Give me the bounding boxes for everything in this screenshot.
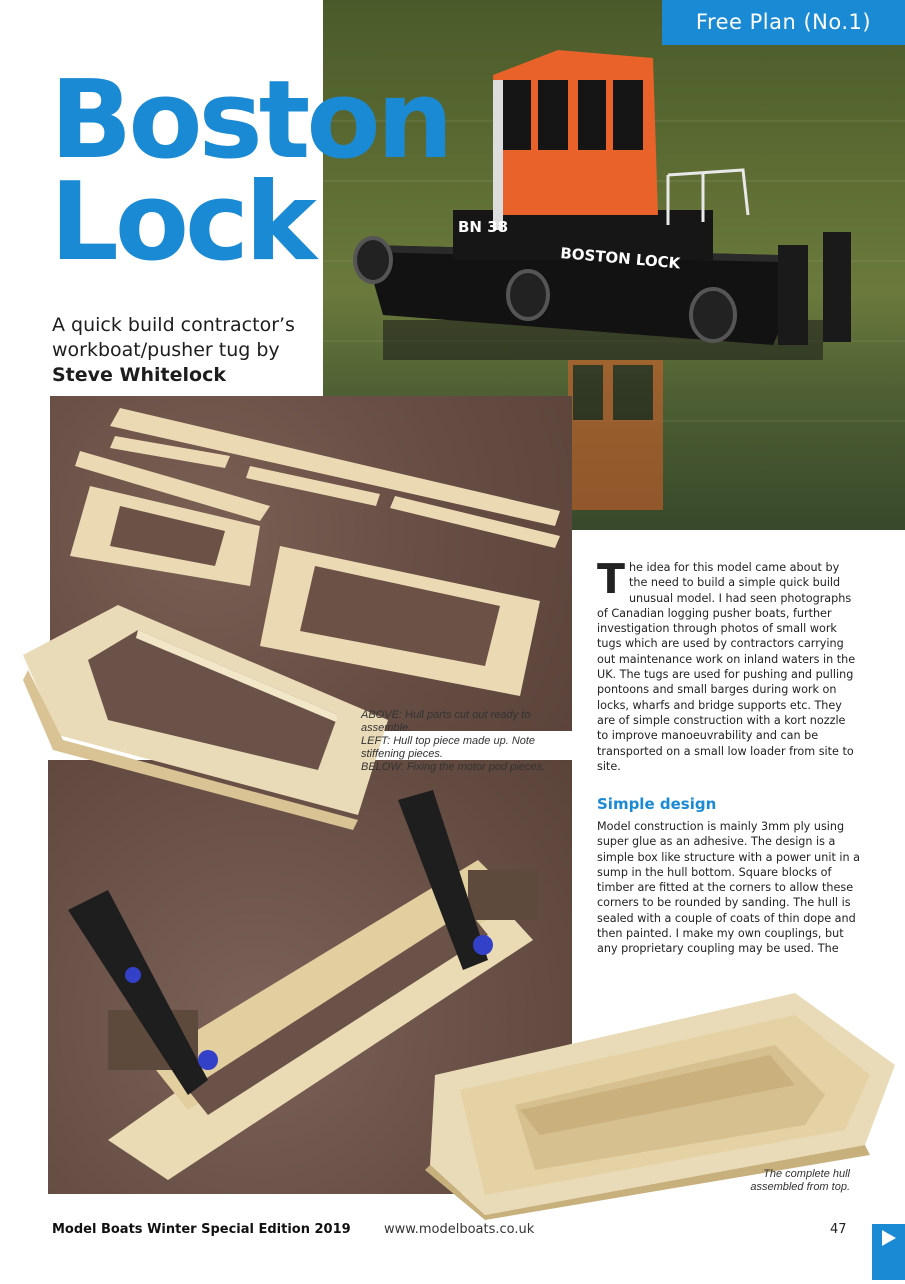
hull-top-illustration <box>18 600 418 860</box>
article-title <box>50 58 450 285</box>
page-number: 47 <box>830 1222 847 1237</box>
drop-cap: T <box>597 555 625 603</box>
caption-above: ABOVE: Hull parts cut out ready to assemble. <box>361 709 531 734</box>
hull-number-text: BN 38 <box>458 218 509 236</box>
caption-below: BELOW: Fixing the motor pod pieces. <box>361 761 546 773</box>
caption-left: LEFT: Hull top piece made up. Note stiffening pieces. <box>361 735 536 760</box>
title-line-1: Boston <box>50 58 450 183</box>
footer-url[interactable]: www.modelboats.co.uk <box>384 1222 535 1237</box>
footer-magazine: Model Boats Winter Special Edition 2019 <box>52 1222 351 1237</box>
photo-hull-top-piece <box>18 600 418 860</box>
free-plan-badge: Free Plan (No.1) <box>662 0 905 45</box>
photo-captions <box>361 709 576 774</box>
caption-hull-line2: assembled from top. <box>750 1181 850 1193</box>
title-line-2: Lock <box>50 160 313 285</box>
section-heading: Simple design <box>597 795 717 813</box>
caption-hull-line1: The complete hull <box>763 1168 850 1180</box>
author-name: Steve Whitelock <box>52 364 226 386</box>
subtitle-text: A quick build contractor’s workboat/pusher tug by <box>52 314 295 361</box>
caption-complete-hull <box>740 1168 850 1194</box>
article-intro <box>597 555 859 774</box>
hull-name-text: BOSTON LOCK <box>559 244 681 273</box>
section-paragraph: Model construction is mainly 3mm ply using super glue as an adhesive. The design is a simple box like structure with a power unit in a sump in the hull bottom. Square blocks of timber are fitted at the corners to allow these corners to be rounded by sanding. The hull is sealed with a couple of coats of thin dope and then painted. I make my own couplings, but any proprietary coupling may be used. The <box>597 820 861 956</box>
play-arrow-icon <box>872 1224 905 1280</box>
intro-paragraph: he idea for this model came about by the need to build a simple quick build unusual model. I had seen photographs of Canadian logging pusher boats, further investigation through photos of small work tugs which are used by contractors carrying out maintenance work on inland waters in the UK. The tugs are used for pushing and pulling pontoons and small barges during work on locks, wharfs and bridge supports etc. They are of simple construction with a kort nozzle to improve manoeuvrability and can be transported on a small low loader from site to site. <box>597 561 856 773</box>
next-page-button[interactable] <box>872 1224 905 1280</box>
article-subtitle <box>52 313 322 388</box>
